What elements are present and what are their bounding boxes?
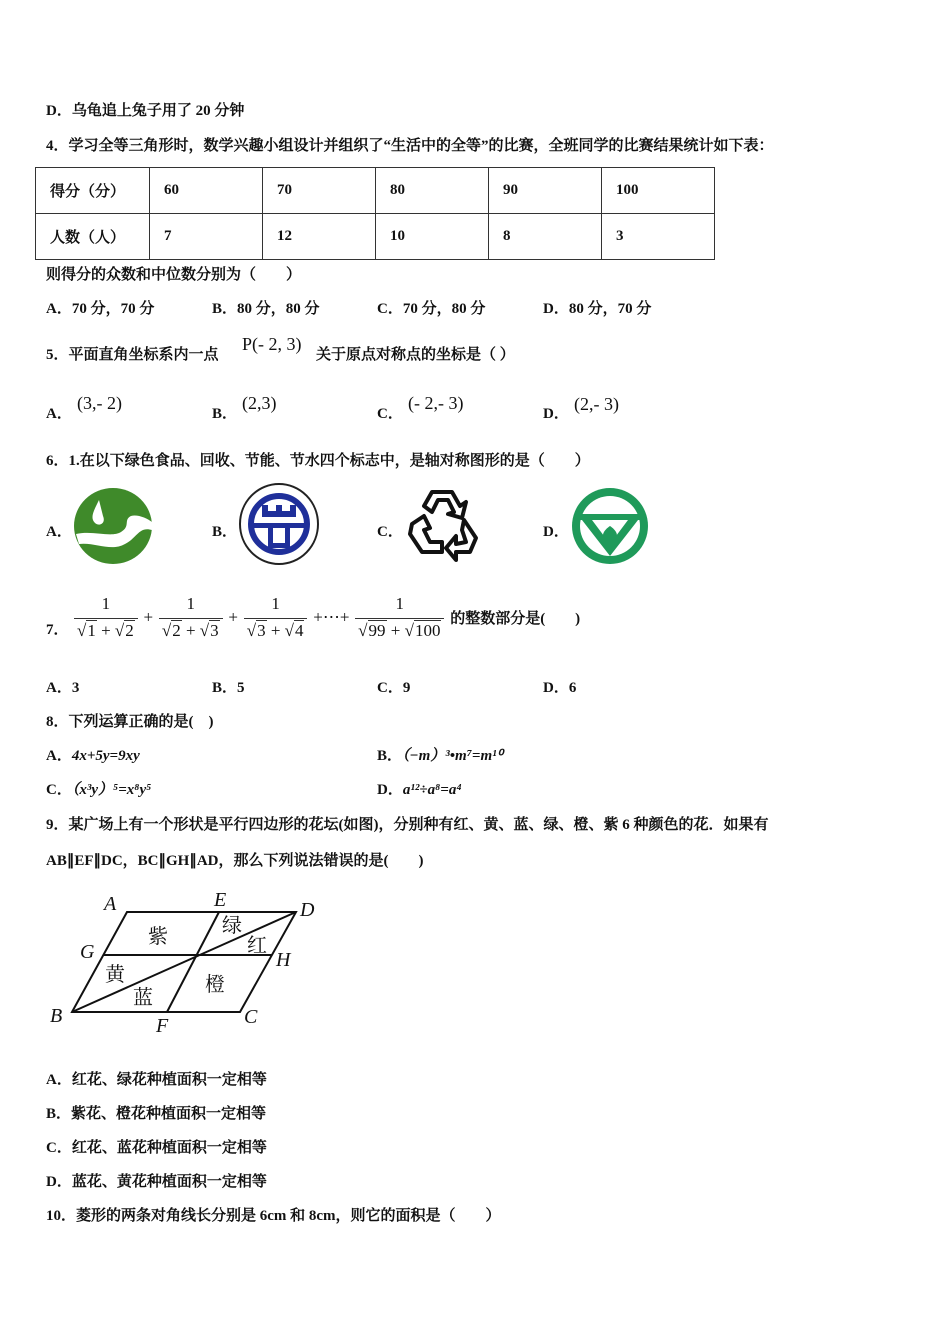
table-cell: 10 xyxy=(376,214,489,260)
point-label: H xyxy=(276,949,291,971)
q5-option-c-value: (- 2,- 3) xyxy=(408,393,464,413)
table-cell: 8 xyxy=(489,214,602,260)
table-row xyxy=(36,168,715,214)
q5-option-c-label: C． xyxy=(377,406,403,422)
q5-option-a-value: (3,- 2) xyxy=(77,393,122,413)
numerator: 1 xyxy=(395,594,405,613)
parallelogram-flowerbed-figure xyxy=(40,880,340,1040)
q5-option-d-value: (2,- 3) xyxy=(574,394,619,414)
table-row xyxy=(36,214,715,260)
point-label: G xyxy=(80,941,95,963)
plus-sign: + xyxy=(228,607,238,627)
q7-option-a: A．3 xyxy=(46,680,80,696)
q5-point: P(- 2, 3) xyxy=(242,334,302,354)
q7-expression xyxy=(72,594,580,641)
denominator: √99 + √100 xyxy=(355,618,444,641)
denominator: √2 + √3 xyxy=(159,618,223,641)
radicand: 3 xyxy=(257,621,266,640)
q4-option-b: B．80 分，80 分 xyxy=(212,301,320,317)
table-cell: 3 xyxy=(602,214,715,260)
option-text: a¹²÷a⁸=a⁴ xyxy=(402,782,462,798)
denominator: √3 + √4 xyxy=(244,618,308,641)
region-label: 橙 xyxy=(205,974,225,996)
ellipsis: +⋯+ xyxy=(313,607,350,627)
segment-ef xyxy=(167,912,219,1012)
q6-option-c-label: C． xyxy=(377,524,403,540)
q9-option-b: B．紫花、橙花种植面积一定相等 xyxy=(46,1106,267,1122)
option-text: （x³y）⁵=x⁸y⁵ xyxy=(71,782,152,798)
numerator: 1 xyxy=(186,594,195,613)
q4-option-c: C．70 分，80 分 xyxy=(377,301,486,317)
plus-sign: + xyxy=(143,607,154,627)
fraction xyxy=(355,594,444,641)
option-label: A． xyxy=(46,748,72,764)
q4-option-d: D．80 分，70 分 xyxy=(543,301,652,317)
fraction xyxy=(244,594,308,641)
q6-option-a-label: A． xyxy=(46,524,72,540)
recycle-logo-icon xyxy=(404,486,486,566)
option-text: 4x+5y=9xy xyxy=(71,748,140,764)
q8-option-b xyxy=(377,746,503,766)
numerator: 1 xyxy=(101,594,111,613)
q7-option-b: B．5 xyxy=(212,680,245,696)
q3-option-d: D．乌龟追上兔子用了 20 分钟 xyxy=(46,103,245,119)
q7-option-d: D．6 xyxy=(543,680,577,696)
region-label: 绿 xyxy=(222,915,242,937)
point-label: A xyxy=(104,893,117,915)
table-cell: 人数（人） xyxy=(36,214,150,260)
water-saving-logo-icon xyxy=(570,486,650,566)
point-label: F xyxy=(156,1015,169,1037)
table-cell: 100 xyxy=(602,168,715,214)
point-label: D xyxy=(300,899,315,921)
q8-stem: 8．下列运算正确的是( ) xyxy=(46,714,214,730)
q9-option-a: A．红花、绿花种植面积一定相等 xyxy=(46,1072,267,1088)
table-cell: 7 xyxy=(150,214,263,260)
radicand: 3 xyxy=(210,621,219,640)
numerator: 1 xyxy=(271,594,280,613)
q5-option-d-label: D． xyxy=(543,406,569,422)
q9-stem-line2: AB∥EF∥DC，BC∥GH∥AD，那么下列说法错误的是( ) xyxy=(46,853,424,869)
radicand: 4 xyxy=(294,621,304,640)
region-label: 紫 xyxy=(148,926,168,948)
point-label: E xyxy=(214,889,227,911)
table-cell: 80 xyxy=(376,168,489,214)
table-cell: 得分（分） xyxy=(36,168,150,214)
table-cell: 12 xyxy=(263,214,376,260)
energy-saving-logo-icon xyxy=(238,483,320,565)
q5-stem-after: 关于原点对称点的坐标是（ ） xyxy=(316,347,515,363)
q4-option-a: A．70 分，70 分 xyxy=(46,301,155,317)
q5-option-b-value: (2,3) xyxy=(242,393,277,413)
q5-stem-before: 5．平面直角坐标系内一点 xyxy=(46,347,219,363)
q9-stem-line1: 9．某广场上有一个形状是平行四边形的花坛(如图)，分别种有红、黄、蓝、绿、橙、紫 6 种颜色的花．如果有 xyxy=(46,817,769,833)
q5-option-b-label: B． xyxy=(212,406,238,422)
q7-number: 7． xyxy=(46,622,69,638)
region-label: 红 xyxy=(247,935,267,957)
q5-option-a-label: A． xyxy=(46,406,72,422)
point-label: B xyxy=(50,1005,63,1027)
region-label: 蓝 xyxy=(133,987,153,1009)
q8-option-a xyxy=(46,746,140,766)
green-food-logo-icon xyxy=(73,486,153,566)
fraction xyxy=(74,594,138,641)
q7-option-c: C．9 xyxy=(377,680,411,696)
q4-question: 则得分的众数和中位数分别为（ ） xyxy=(46,267,302,283)
option-label: C． xyxy=(46,782,72,798)
radicand: 99 xyxy=(368,621,386,640)
point-label: C xyxy=(244,1006,258,1028)
q4-stem: 4．学习全等三角形时，数学兴趣小组设计并组织了“生活中的全等”的比赛，全班同学的比赛结果统计如下表： xyxy=(46,138,774,154)
q6-option-b-label: B． xyxy=(212,524,238,540)
radicand: 2 xyxy=(125,621,134,640)
radicand: 2 xyxy=(172,621,181,640)
q7-stem-after: 的整数部分是( ) xyxy=(450,611,581,627)
table-cell: 70 xyxy=(263,168,376,214)
radicand: 1 xyxy=(87,621,96,640)
q6-stem: 6．1.在以下绿色食品、回收、节能、节水四个标志中，是轴对称图形的是（ ） xyxy=(46,453,590,469)
diagonal-bd xyxy=(72,912,296,1012)
region-label: 黄 xyxy=(105,964,125,986)
q8-option-c xyxy=(46,780,151,800)
option-label: D． xyxy=(377,782,403,798)
option-label: B． xyxy=(377,748,403,764)
q6-option-d-label: D． xyxy=(543,524,569,540)
fraction xyxy=(159,594,223,641)
q8-option-d xyxy=(377,780,462,800)
table-cell: 60 xyxy=(150,168,263,214)
q9-option-d: D．蓝花、黄花种植面积一定相等 xyxy=(46,1174,267,1190)
radicand: 100 xyxy=(414,621,441,640)
table-cell: 90 xyxy=(489,168,602,214)
score-table xyxy=(35,167,715,260)
option-text: （−m）³•m⁷=m¹⁰ xyxy=(402,748,503,764)
q9-option-c: C．红花、蓝花种植面积一定相等 xyxy=(46,1140,267,1156)
q10-stem: 10．菱形的两条对角线长分别是 6cm 和 8cm，则它的面积是（ ） xyxy=(46,1208,501,1224)
denominator: √1 + √2 xyxy=(74,618,138,641)
